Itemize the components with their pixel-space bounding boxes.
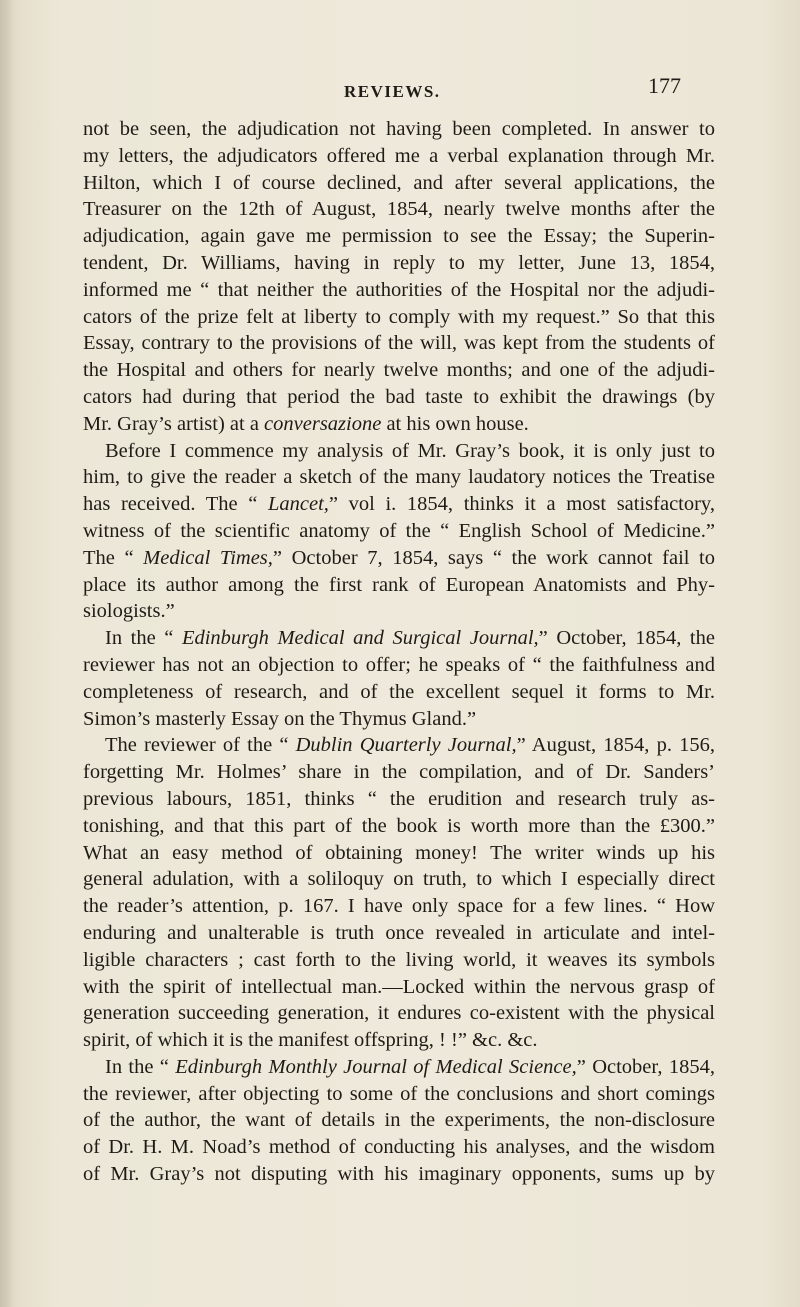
text-line: Before I commence my analysis of Mr. Gray’s book, it is only just to (105, 439, 715, 462)
italic-title: Edinburgh Medical and Surgical Journal, (181, 627, 539, 650)
text-segment: ” October 7, 1854, says “ the work cannot fail to (272, 546, 716, 569)
text-line: informed me “ that neither the authorities of the Hospital nor the adjudi- (83, 278, 715, 301)
running-head: REVIEWS. (344, 82, 441, 101)
text-line: of Mr. Gray’s not disputing with his imaginary opponents, sums up by (83, 1163, 715, 1186)
italic-title: Lancet, (268, 493, 329, 516)
text-line: reviewer has not an objection to offer; he speaks of “ the faithfulness and (83, 653, 715, 676)
text-line: Treasurer on the 12th of August, 1854, nearly twelve months after the (83, 198, 715, 221)
text-segment: ” August, 1854, p. 156, (516, 734, 715, 757)
text-line: cators of the prize felt at liberty to comply with my request.” So that this (83, 305, 715, 328)
text-line: What an easy method of obtaining money! The writer winds up his (83, 841, 715, 864)
text-line: Essay, contrary to the provisions of the will, was kept from the students of (83, 332, 715, 355)
text-segment: ” October, 1854, the (538, 627, 715, 650)
text-line: Simon’s masterly Essay on the Thymus Gland.” (83, 707, 477, 730)
text-line: of the author, the want of details in the experiments, the non-disclosure (83, 1109, 715, 1132)
text-line (83, 545, 715, 572)
text-line (83, 411, 715, 438)
text-line: witness of the scientific anatomy of the “ English School of Medicine.” (83, 519, 715, 542)
text-segment: The reviewer of the “ (105, 734, 296, 757)
text-line: spirit, of which it is the manifest offspring, ! !” &c. &c. (83, 1029, 538, 1052)
text-segment: ” October, 1854, (576, 1055, 715, 1078)
text-line: place its author among the first rank of European Anatomists and Phy- (83, 573, 715, 596)
text-line (83, 491, 715, 518)
text-segment: Mr. Gray’s artist) at a (83, 412, 265, 435)
text-line: generation succeeding generation, it endures co-existent with the physical (83, 1002, 715, 1025)
text-line: adjudication, again gave me permission to see the Essay; the Superin- (83, 225, 715, 248)
text-line: with the spirit of intellectual man.—Locked within the nervous grasp of (83, 975, 715, 998)
italic-title: conversazione (264, 412, 382, 435)
text-segment: In the “ (105, 627, 182, 650)
text-line: the Hospital and others for nearly twelve months; and one of the adjudi- (83, 359, 715, 382)
page-number: 177 (648, 73, 681, 98)
text-line: forgetting Mr. Holmes’ share in the compilation, and of Dr. Sanders’ (83, 761, 715, 784)
binding-gutter-shadow (0, 0, 14, 1307)
text-line: tendent, Dr. Williams, having in reply to my letter, June 13, 1854, (83, 251, 715, 274)
text-segment: ” vol i. 1854, thinks it a most satisfactory, (328, 493, 715, 516)
text-line: general adulation, with a soliloquy on truth, to which I especially direct (83, 868, 715, 891)
text-line: tonishing, and that this part of the book is worth more than the £300.” (83, 814, 715, 837)
text-line (83, 625, 715, 652)
text-line: previous labours, 1851, thinks “ the erudition and research truly as- (83, 787, 715, 810)
text-line: the reader’s attention, p. 167. I have only space for a few lines. “ How (83, 895, 715, 918)
italic-title: Medical Times, (143, 546, 273, 569)
text-segment: has received. The “ (83, 493, 268, 516)
text-line (83, 1054, 715, 1081)
text-line: not be seen, the adjudication not having been completed. In answer to (83, 118, 715, 140)
text-line: completeness of research, and of the excellent sequel it forms to Mr. (83, 680, 715, 703)
italic-title: Edinburgh Monthly Journal of Medical Science, (175, 1055, 577, 1078)
text-segment: at his own house. (381, 412, 529, 435)
text-line: my letters, the adjudicators offered me a verbal explanation through Mr. (83, 144, 715, 167)
text-line: cators had during that period the bad taste to exhibit the drawings (by (83, 385, 715, 408)
text-line: him, to give the reader a sketch of the many laudatory notices the Treatise (83, 466, 715, 489)
text-line: ligible characters ; cast forth to the living world, it weaves its symbols (83, 948, 715, 971)
text-line: of Dr. H. M. Noad’s method of conducting his analyses, and the wisdom (83, 1136, 715, 1159)
text-segment: In the “ (105, 1055, 176, 1078)
text-line: the reviewer, after objecting to some of the conclusions and short comings (83, 1082, 715, 1105)
text-line (83, 732, 715, 759)
italic-title: Dublin Quarterly Journal, (295, 734, 517, 757)
body-text (83, 116, 715, 1188)
text-line: enduring and unalterable is truth once revealed in articulate and intel- (83, 921, 715, 944)
text-segment: The “ (83, 546, 144, 569)
text-line: Hilton, which I of course declined, and after several applications, the (83, 171, 715, 194)
text-line: siologists.” (83, 600, 175, 623)
